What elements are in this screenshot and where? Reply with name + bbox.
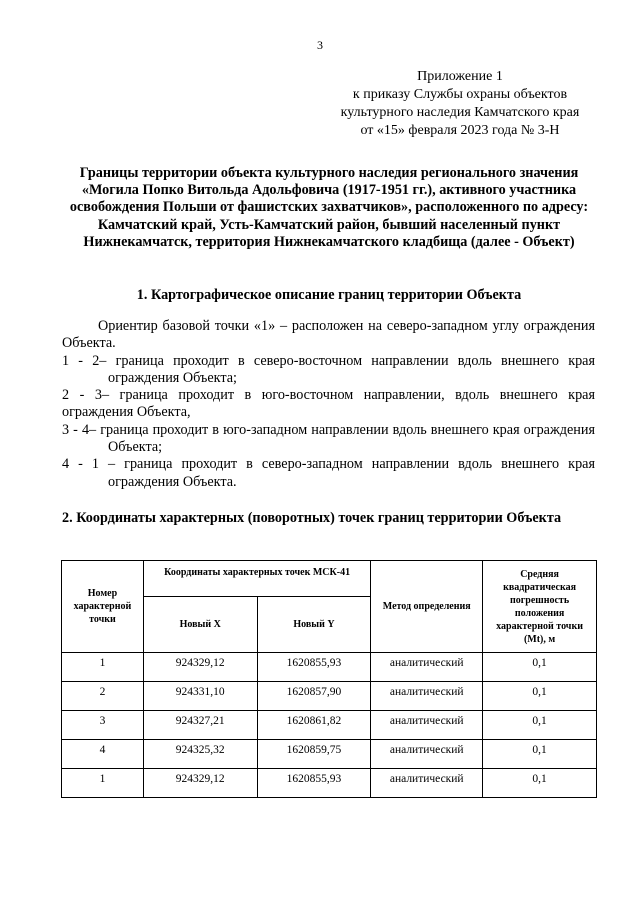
cell-x: 924327,21 bbox=[143, 711, 257, 740]
cell-method: аналитический bbox=[371, 653, 483, 682]
document-title: Границы территории объекта культурного наследия регионального значения «Могила Попко Витольда Адольфовича (1917-1951 гг.), активного участника освобождения Польши от фашистских захватчиков», расположенного по адресу: Камчатский край, Усть-Камчатский район, бывший населенный пункт Нижнекамчатск, территория Нижнекамчатского кладбища (далее - Объект) bbox=[69, 165, 589, 250]
header-x: Новый X bbox=[143, 597, 257, 653]
appendix-line-2: к приказу Службы охраны объектов bbox=[352, 87, 568, 102]
cell-method: аналитический bbox=[371, 711, 483, 740]
cell-y: 1620859,75 bbox=[257, 740, 371, 769]
header-error: Средняя квадратическая погрешность положения характерной точки (Mt), м bbox=[483, 561, 597, 653]
cell-y: 1620857,90 bbox=[257, 682, 371, 711]
cell-error: 0,1 bbox=[483, 769, 597, 798]
cell-error: 0,1 bbox=[483, 682, 597, 711]
table-row bbox=[62, 769, 597, 798]
paragraph-segment-2-3: 2 - 3– граница проходит в юго-восточном направлении, вдоль внешнего края ограждения Объекта, bbox=[62, 387, 595, 421]
appendix-line-4: от «15» февраля 2023 года № 3-Н bbox=[360, 123, 560, 138]
section-2-heading: 2. Координаты характерных (поворотных) точек границ территории Объекта bbox=[62, 510, 562, 526]
cell-x: 924331,10 bbox=[143, 682, 257, 711]
cell-y: 1620855,93 bbox=[257, 653, 371, 682]
table-row bbox=[62, 682, 597, 711]
cell-error: 0,1 bbox=[483, 740, 597, 769]
appendix-header bbox=[300, 68, 620, 140]
paragraph-segment-3-4: 3 - 4– граница проходит в юго-западном направлении вдоль внешнего края ограждения Объекта; bbox=[62, 421, 595, 456]
cell-point: 2 bbox=[62, 682, 144, 711]
cell-point: 1 bbox=[62, 653, 144, 682]
cell-x: 924329,12 bbox=[143, 769, 257, 798]
section-1-body bbox=[62, 318, 595, 491]
appendix-line-3: культурного наследия Камчатского края bbox=[340, 105, 580, 120]
cell-y: 1620861,82 bbox=[257, 711, 371, 740]
paragraph-reference-point: Ориентир базовой точки «1» – расположен на северо-западном углу ограждения Объекта. bbox=[62, 318, 595, 352]
cell-point: 3 bbox=[62, 711, 144, 740]
header-method: Метод определения bbox=[371, 561, 483, 653]
paragraph-segment-4-1: 4 - 1 – граница проходит в северо-западном направлении вдоль внешнего края ограждения Объекта. bbox=[62, 456, 595, 490]
table-row bbox=[62, 711, 597, 740]
cell-point: 4 bbox=[62, 740, 144, 769]
page-number: 3 bbox=[317, 38, 323, 52]
cell-error: 0,1 bbox=[483, 711, 597, 740]
header-y: Новый Y bbox=[257, 597, 371, 653]
coordinates-table bbox=[61, 560, 597, 798]
cell-method: аналитический bbox=[371, 740, 483, 769]
header-point-number: Номер характерной точки bbox=[62, 561, 144, 653]
cell-y: 1620855,93 bbox=[257, 769, 371, 798]
paragraph-segment-1-2: 1 - 2– граница проходит в северо-восточном направлении вдоль внешнего края ограждения Объекта; bbox=[62, 352, 595, 386]
cell-error: 0,1 bbox=[483, 653, 597, 682]
table-header-row bbox=[62, 561, 597, 597]
cell-point: 1 bbox=[62, 769, 144, 798]
cell-x: 924329,12 bbox=[143, 653, 257, 682]
cell-method: аналитический bbox=[371, 682, 483, 711]
section-1-heading: 1. Картографическое описание границ территории Объекта bbox=[136, 287, 522, 303]
appendix-line-1: Приложение 1 bbox=[417, 69, 503, 84]
header-coordinates-group: Координаты характерных точек МСК-41 bbox=[143, 561, 370, 597]
table-row bbox=[62, 653, 597, 682]
cell-method: аналитический bbox=[371, 769, 483, 798]
cell-x: 924325,32 bbox=[143, 740, 257, 769]
table-row bbox=[62, 740, 597, 769]
